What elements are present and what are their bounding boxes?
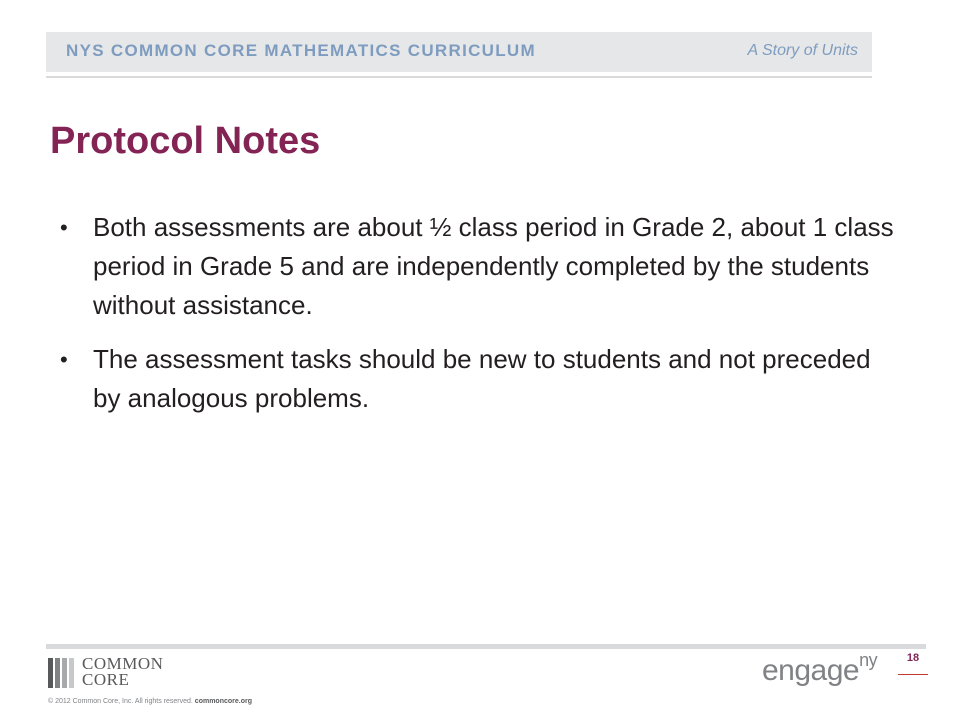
header-band — [46, 32, 872, 72]
bullet-text: The assessment tasks should be new to students and not preceded by analogous problems. — [93, 344, 871, 413]
header-divider — [46, 76, 872, 78]
logo-line-1: COMMON — [82, 654, 164, 673]
common-core-wordmark — [82, 656, 163, 688]
footer-divider — [46, 644, 926, 649]
slide-title: Protocol Notes — [50, 120, 321, 162]
bullet-item — [60, 208, 900, 325]
bullet-list — [60, 208, 900, 433]
engageny-logo — [762, 650, 878, 688]
engage-wordmark: engage — [762, 654, 860, 687]
bullet-item — [60, 340, 900, 418]
bullet-text: Both assessments are about ½ class period in Grade 2, about 1 class period in Grade 5 and are independently completed by the students without assistance. — [93, 212, 894, 320]
common-core-logo-icon — [48, 658, 78, 688]
copyright-site: commoncore.org — [194, 698, 252, 705]
logo-line-2: CORE — [82, 670, 130, 689]
bullet-marker: • — [60, 215, 68, 240]
copyright-notice — [48, 698, 252, 705]
page-number: 18 — [906, 652, 920, 664]
curriculum-label: NYS COMMON CORE MATHEMATICS CURRICULUM — [66, 41, 536, 60]
ny-wordmark: ny — [859, 650, 878, 670]
bullet-marker: • — [60, 347, 68, 372]
story-label: A Story of Units — [747, 42, 858, 59]
page-number-underline — [898, 674, 928, 675]
copyright-text: © 2012 Common Core, Inc. All rights reserved. — [48, 698, 193, 705]
